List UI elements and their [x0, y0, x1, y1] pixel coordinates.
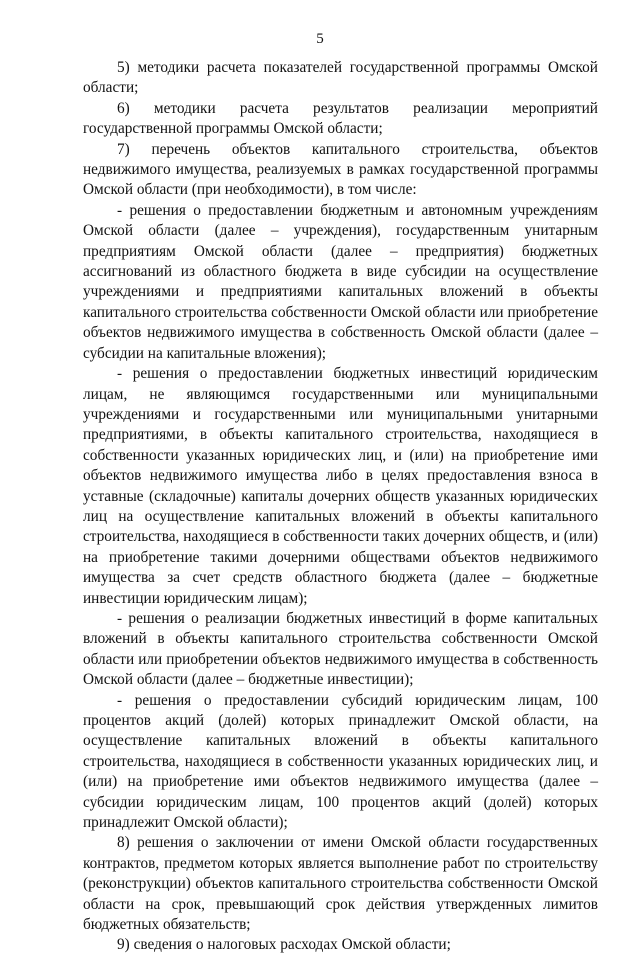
paragraph-budget-investments: - решения о реализации бюджетных инвестиций в форме капитальных вложений в объекты капитального строительства собственности Омской области или приобретении объектов недвижимого имущества в собственность Омской области (далее – бюджетные инвестиции); — [83, 609, 598, 689]
paragraph-subsidies-capital-investments: - решения о предоставлении бюджетным и автономным учреждениям Омской области (далее – учреждения), государственным унитарным предприятиям Омской области (далее – предприятия) бюджетных ассигнований из областного бюджета в виде субсидии на осуществление учреждениями и предприятиями капитальных вложений в объекты капитального строительства собственности Омской области или приобретение объектов недвижимого имущества в собственность Омской области (далее – субсидии на капитальные вложения); — [83, 201, 598, 362]
paragraph-subsidies-legal-entities: - решения о предоставлении субсидий юридическим лицам, 100 процентов акций (долей) которых принадлежит Омской области, на осуществление капитальных вложений в объекты капитального строительства, находящиеся в собственности указанных юридических лиц, и (или) на приобретение ими объектов недвижимого имущества (далее – субсидии юридическим лицам, 100 процентов акций (долей) которых принадлежит Омской области); — [83, 691, 598, 832]
paragraph-budget-investments-legal-entities: - решения о предоставлении бюджетных инвестиций юридическим лицам, не являющимся государственными или муниципальными учреждениями и государственными или муниципальными унитарными предприятиями, в объекты капитального строительства, находящиеся в собственности указанных юридических лиц, и (или) на приобретение ими объектов недвижимого имущества либо в целях предоставления взноса в уставные (складочные) капиталы дочерних обществ указанных юридических лиц на осуществление капитальных вложений в объекты капитального строительства, находящиеся в собственности таких дочерних обществ, и (или) на приобретение такими дочерними обществами объектов недвижимого имущества за счет средств областного бюджета (далее – бюджетные инвестиции юридическим лицам); — [83, 365, 598, 607]
paragraph-item-9: 9) сведения о налоговых расходах Омской области; — [117, 936, 451, 954]
document-body — [83, 58, 598, 956]
paragraph-item-7: 7) перечень объектов капитального строительства, объектов недвижимого имущества, реализуемых в рамках государственной программы Омской области (при необходимости), в том числе: — [83, 140, 598, 199]
paragraph-item-6: 6) методики расчета результатов реализации мероприятий государственной программы Омской области; — [83, 99, 598, 138]
paragraph-item-5: 5) методики расчета показателей государственной программы Омской области; — [83, 59, 598, 97]
page-number: 5 — [316, 31, 324, 47]
paragraph-item-8: 8) решения о заключении от имени Омской области государственных контрактов, предметом которых является выполнение работ по строительству (реконструкции) объектов капитального строительства собственности Омской области на срок, превышающий срок действия утвержденных лимитов бюджетных обязательств; — [83, 834, 598, 934]
